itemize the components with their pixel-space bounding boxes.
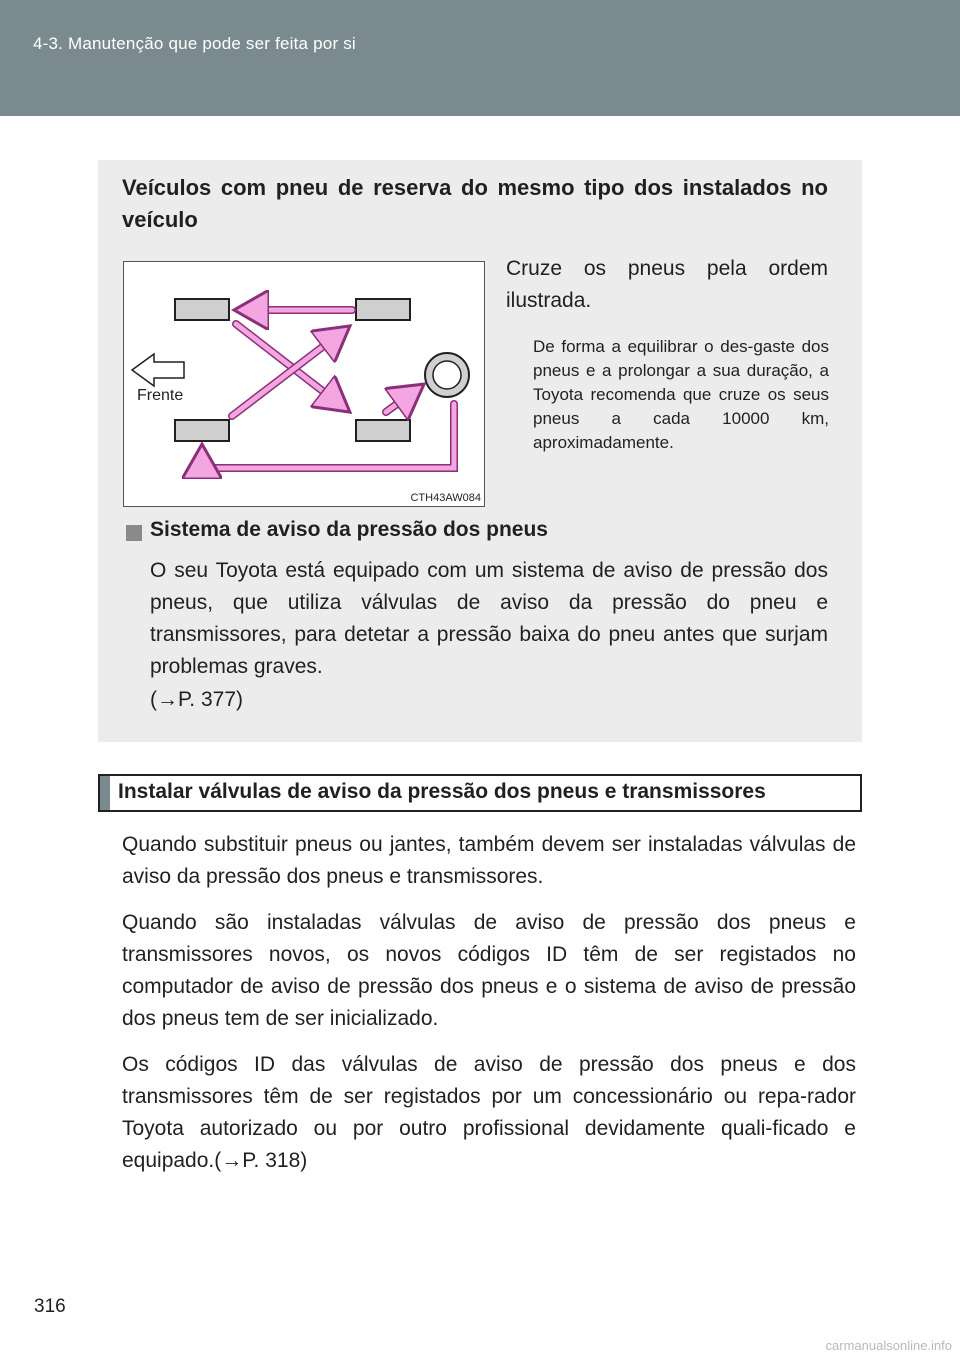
section-heading-box: [98, 774, 862, 812]
page-header: [0, 0, 960, 116]
front-arrow-icon: [132, 354, 184, 386]
rotation-instruction: Cruze os pneus pela ordem ilustrada.: [506, 257, 828, 312]
tire-rear-left: [175, 420, 229, 441]
arrow-rl-to-fr: [232, 332, 342, 416]
subsection-page-reference[interactable]: (→P. 377): [150, 688, 243, 711]
tire-rear-right: [356, 420, 410, 441]
info-box-title: Veículos com pneu de reserva do mesmo tipo dos instalados no veículo: [122, 175, 828, 232]
paragraph: Quando são instaladas válvulas de aviso de pressão dos pneus e transmissores novos, os novos códigos ID têm de ser registados no computador de aviso de pressão dos pneus e o sistema de aviso de pressão dos pneus tem de ser inicializado.: [122, 911, 856, 1030]
page-number: 316: [34, 1296, 66, 1317]
front-label: Frente: [137, 387, 184, 404]
watermark: carmanualsonline.info: [825, 1338, 952, 1353]
tire-front-right: [356, 299, 410, 320]
subsection-body: O seu Toyota está equipado com um sistema de aviso de pressão dos pneus, que utiliza válvulas de aviso da pressão do pneu e transmissores, para detetar a pressão baixa do pneu antes que surjam problemas graves.: [150, 559, 828, 678]
section-heading-bar: [100, 776, 110, 810]
subsection-heading: Sistema de aviso da pressão dos pneus: [150, 518, 548, 541]
arrow-rr-to-spare: [386, 390, 416, 412]
section-heading: Instalar válvulas de aviso da pressão dos pneus e transmissores: [118, 780, 766, 803]
tire-rotation-diagram: [123, 261, 485, 507]
spare-tire-inner: [433, 361, 461, 389]
paragraph: Quando substituir pneus ou jantes, também devem ser instaladas válvulas de aviso da pressão dos pneus e transmissores.: [122, 833, 856, 888]
rotation-note: De forma a equilibrar o des-gaste dos pneus e a prolongar a sua duração, a Toyota recomenda que cruze os seus pneus a cada 10000 km, aproximadamente.: [533, 337, 829, 452]
bullet-square-icon: [126, 525, 142, 541]
section-title: 4-3. Manutenção que pode ser feita por si: [33, 34, 356, 53]
figure-code: CTH43AW084: [410, 492, 481, 504]
rotation-diagram-svg: [124, 262, 484, 506]
arrow-fl-to-rr: [236, 324, 342, 406]
tire-front-left: [175, 299, 229, 320]
paragraph: Os códigos ID das válvulas de aviso de pressão dos pneus e dos transmissores têm de ser registados por um concessionário ou repa-rador Toyota autorizado ou por outro profissional devidamente quali-ficado e equipado.(→P. 318): [122, 1053, 856, 1172]
